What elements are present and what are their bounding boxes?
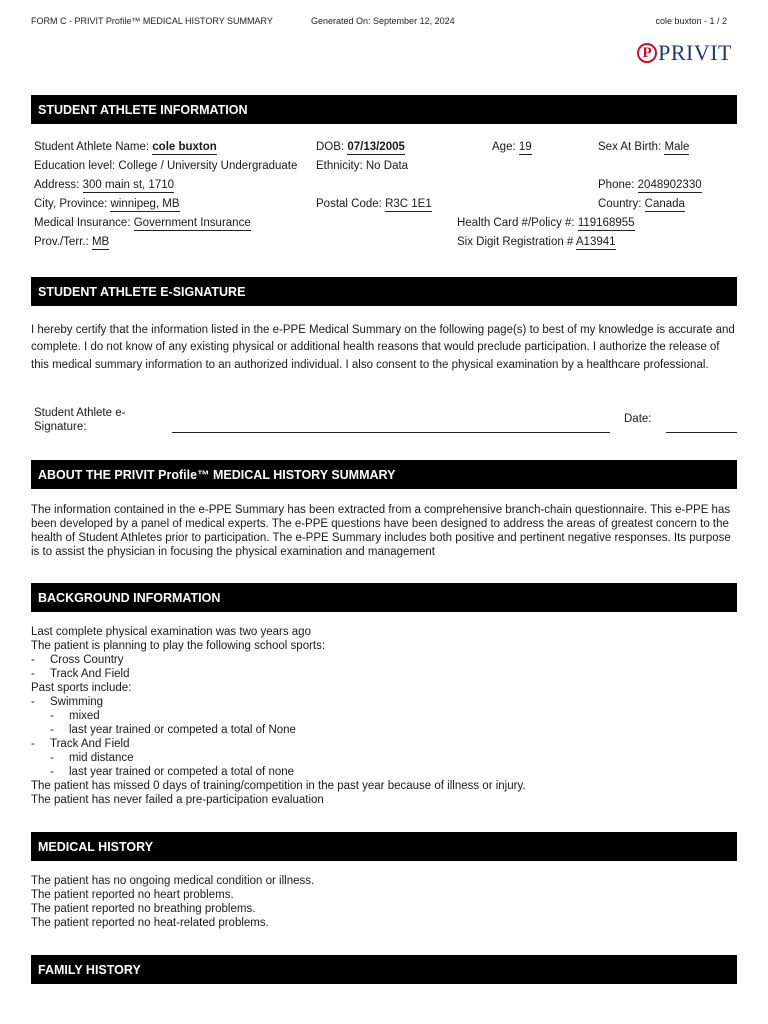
- sex-field: [598, 141, 689, 153]
- background-line: mid distance: [69, 752, 134, 764]
- dash-bullet: -: [50, 752, 54, 764]
- section-family-history: FAMILY HISTORY: [31, 955, 737, 984]
- privit-logo-mark: P: [637, 43, 657, 63]
- date-label: Date:: [624, 413, 652, 425]
- prov-label: Prov./Terr.:: [34, 236, 89, 248]
- background-line: The patient is planning to play the following school sports:: [31, 640, 326, 652]
- insurance-field: [34, 217, 251, 229]
- privit-logo: [637, 40, 732, 66]
- age-value: 19: [518, 141, 532, 153]
- country-value: Canada: [644, 198, 685, 210]
- country-field: [598, 198, 685, 210]
- date-input-line[interactable]: [666, 432, 737, 433]
- dash-bullet: -: [31, 738, 35, 750]
- postal-label: Postal Code:: [316, 198, 382, 210]
- ethnicity-label: Ethnicity:: [316, 160, 363, 172]
- page-info: cole buxton - 1 / 2: [655, 16, 727, 26]
- privit-logo-text: PRIVIT: [658, 40, 732, 65]
- ethnicity-field: [316, 160, 408, 172]
- registration-value: A13941: [575, 236, 616, 248]
- generated-date: Generated On: September 12, 2024: [311, 16, 455, 26]
- signature-label-line2: Signature:: [34, 421, 87, 433]
- athlete-name-label: Student Athlete Name:: [34, 141, 150, 153]
- health-card-field: [457, 217, 635, 229]
- address-label: Address:: [34, 179, 80, 191]
- dob-label: DOB:: [316, 141, 345, 153]
- background-line: last year trained or competed a total of None: [69, 724, 296, 736]
- sex-label: Sex At Birth:: [598, 141, 662, 153]
- certification-statement: I hereby certify that the information listed in the e-PPE Medical Summary on the following page(s) to best of my knowledge is accurate and complete. I do not know of any existing physical or additional health reasons that would preclude participation. I authorize the release of this medical summary information to an authorized individual. I also consent to the physical examination by a healthcare professional.: [31, 324, 735, 371]
- background-line: mixed: [69, 710, 100, 722]
- signature-input-line[interactable]: [172, 432, 610, 433]
- athlete-name-field: [34, 141, 217, 153]
- phone-value: 2048902330: [637, 179, 702, 191]
- form-title: FORM C - PRIVIT Profile™ MEDICAL HISTORY SUMMARY: [31, 16, 273, 26]
- city-value: winnipeg, MB: [110, 198, 180, 210]
- section-background: BACKGROUND INFORMATION: [31, 583, 737, 612]
- section-medical-history: MEDICAL HISTORY: [31, 832, 737, 861]
- insurance-value: Government Insurance: [133, 217, 251, 229]
- phone-label: Phone:: [598, 179, 635, 191]
- health-card-value: 119168955: [577, 217, 635, 229]
- insurance-label: Medical Insurance:: [34, 217, 131, 229]
- phone-field: [598, 179, 702, 191]
- about-text: The information contained in the e-PPE Summary has been extracted from a comprehensive branch-chain questionnaire. This e-PPE has been developed by a panel of medical experts. The e-PPE questions have been designed to address the areas of greatest concern to the health of Student Athletes prior to participation. The e-PPE Summary includes both positive and pertinent negative responses. Its purpose is to assist the physician in focusing the physical examination and management: [31, 504, 731, 558]
- medical-history-line: The patient reported no heat-related problems.: [31, 917, 269, 929]
- section-about: ABOUT THE PRIVIT Profile™ MEDICAL HISTORY SUMMARY: [31, 460, 737, 489]
- dob-value: 07/13/2005: [347, 141, 405, 153]
- age-label: Age:: [492, 141, 516, 153]
- prov-field: [34, 236, 109, 248]
- section-student-info: STUDENT ATHLETE INFORMATION: [31, 95, 737, 124]
- dash-bullet: -: [50, 766, 54, 778]
- section-esignature: STUDENT ATHLETE E-SIGNATURE: [31, 277, 737, 306]
- postal-value: R3C 1E1: [385, 198, 432, 210]
- address-value: 300 main st, 1710: [82, 179, 175, 191]
- background-line: Last complete physical examination was two years ago: [31, 626, 311, 638]
- medical-history-line: The patient reported no breathing problems.: [31, 903, 256, 915]
- background-line: last year trained or competed a total of none: [69, 766, 295, 778]
- medical-history-line: The patient has no ongoing medical condition or illness.: [31, 875, 315, 887]
- ethnicity-value: No Data: [365, 160, 409, 172]
- background-line: The patient has never failed a pre-participation evaluation: [31, 794, 324, 806]
- sex-value: Male: [664, 141, 690, 153]
- dash-bullet: -: [50, 710, 54, 722]
- education-value: College / University Undergraduate: [118, 160, 298, 172]
- prov-value: MB: [91, 236, 110, 248]
- background-line: Swimming: [50, 696, 104, 708]
- health-card-label: Health Card #/Policy #:: [457, 217, 575, 229]
- background-line: Cross Country: [50, 654, 124, 666]
- education-field: [34, 160, 297, 172]
- registration-label: Six Digit Registration #: [457, 236, 574, 248]
- dash-bullet: -: [31, 668, 35, 680]
- background-line: Track And Field: [50, 668, 130, 680]
- dob-field: [316, 141, 405, 153]
- background-line: The patient has missed 0 days of training/competition in the past year because of illness or injury.: [31, 780, 526, 792]
- medical-history-line: The patient reported no heart problems.: [31, 889, 234, 901]
- education-label: Education level:: [34, 160, 116, 172]
- registration-field: [457, 236, 616, 248]
- dash-bullet: -: [31, 654, 35, 666]
- athlete-name-value: cole buxton: [152, 141, 217, 153]
- country-label: Country:: [598, 198, 642, 210]
- city-label: City, Province:: [34, 198, 108, 210]
- city-field: [34, 198, 180, 210]
- postal-field: [316, 198, 432, 210]
- dash-bullet: -: [50, 724, 54, 736]
- background-line: Past sports include:: [31, 682, 132, 694]
- address-field: [34, 179, 174, 191]
- age-field: [492, 141, 532, 153]
- dash-bullet: -: [31, 696, 35, 708]
- signature-label-line1: Student Athlete e-: [34, 407, 126, 419]
- signature-label: [34, 406, 125, 434]
- background-line: Track And Field: [50, 738, 130, 750]
